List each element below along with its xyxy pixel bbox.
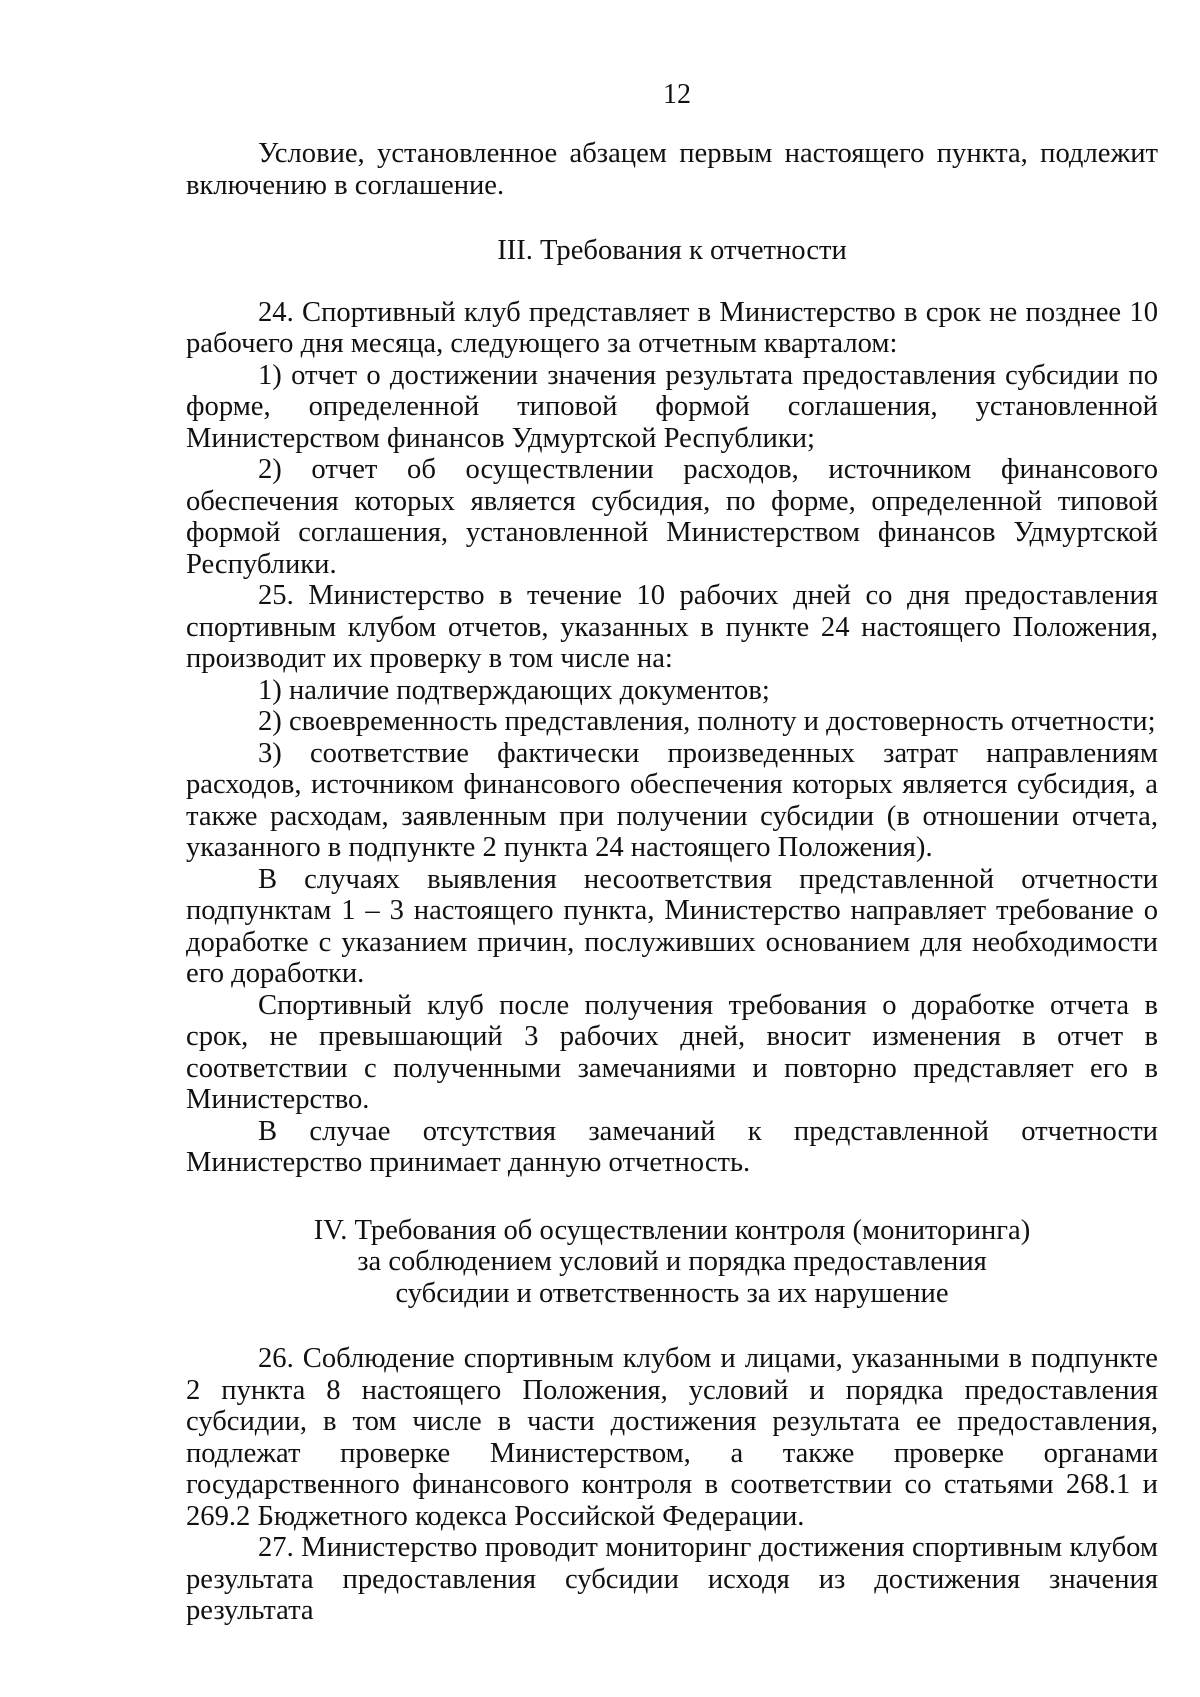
paragraph-25: 25. Министерство в течение 10 рабочих дней со дня предоставления спортивным клубом отчетов, указанных в пункте 24 настоящего Положения, производит их проверку в том числе на: — [186, 580, 1158, 674]
section-3-title: III. Требования к отчетности — [497, 235, 847, 266]
paragraph-condition: Условие, установленное абзацем первым настоящего пункта, подлежит включению в соглашение. — [186, 138, 1158, 201]
section-4-title-line-3: субсидии и ответственность за их нарушение — [395, 1277, 949, 1309]
paragraph-25-mismatch: В случаях выявления несоответствия представленной отчетности подпунктам 1 – 3 настоящего пункта, Министерство направляет требование о доработке с указанием причин, послуживших основанием для необходимости его доработки. — [186, 863, 1158, 989]
paragraph-27: 27. Министерство проводит мониторинг достижения спортивным клубом результата предоставления субсидии исходя из достижения значения результата — [186, 1532, 1158, 1626]
paragraph-24: 24. Спортивный клуб представляет в Министерство в срок не позднее 10 рабочего дня месяца, следующего за отчетным кварталом: — [186, 296, 1158, 359]
paragraph-25-item-3: 3) соответствие фактически произведенных затрат направлениям расходов, источником финансового обеспечения которых является субсидия, а также расходам, заявленным при получении субсидии (в отношении отчета, указанного в подпункте 2 пункта 24 настоящего Положения). — [186, 737, 1158, 863]
paragraph-25-rework: Спортивный клуб после получения требования о доработке отчета в срок, не превышающий 3 рабочих дней, вносит изменения в отчет в соответствии с полученными замечаниями и повторно представляет его в Министерство. — [186, 989, 1158, 1115]
page-number: 12 — [663, 79, 691, 110]
document-page — [186, 80, 1158, 1627]
paragraph-25-accept: В случае отсутствия замечаний к представленной отчетности Министерство принимает данную отчетность. — [186, 1115, 1158, 1178]
paragraph-25-item-2: 2) своевременность представления, полноту и достоверность отчетности; — [258, 706, 1156, 737]
section-4-title — [186, 1215, 1158, 1310]
paragraph-24-item-1: 1) отчет о достижении значения результата предоставления субсидии по форме, определенной типовой формой соглашения, установленной Министерством финансов Удмуртской Республики; — [186, 359, 1158, 454]
section-4-title-line-1: IV. Требования об осуществлении контроля (мониторинга) — [313, 1214, 1031, 1246]
paragraph-25-item-1: 1) наличие подтверждающих документов; — [258, 674, 770, 706]
paragraph-26: 26. Соблюдение спортивным клубом и лицами, указанными в подпункте 2 пункта 8 настоящего Положения, условий и порядка предоставления субсидии, в том числе в части достижения результата ее предоставления, подлежат проверке Министерством, а также проверке органами государственного финансового контроля в соответствии со статьями 268.1 и 269.2 Бюджетного кодекса Российской Федерации. — [186, 1343, 1158, 1532]
section-4-title-line-2: за соблюдением условий и порядка предоставления — [357, 1246, 987, 1277]
paragraph-24-item-2: 2) отчет об осуществлении расходов, источником финансового обеспечения которых является субсидия, по форме, определенной типовой формой соглашения, установленной Министерством финансов Удмуртской Республики. — [186, 454, 1158, 580]
